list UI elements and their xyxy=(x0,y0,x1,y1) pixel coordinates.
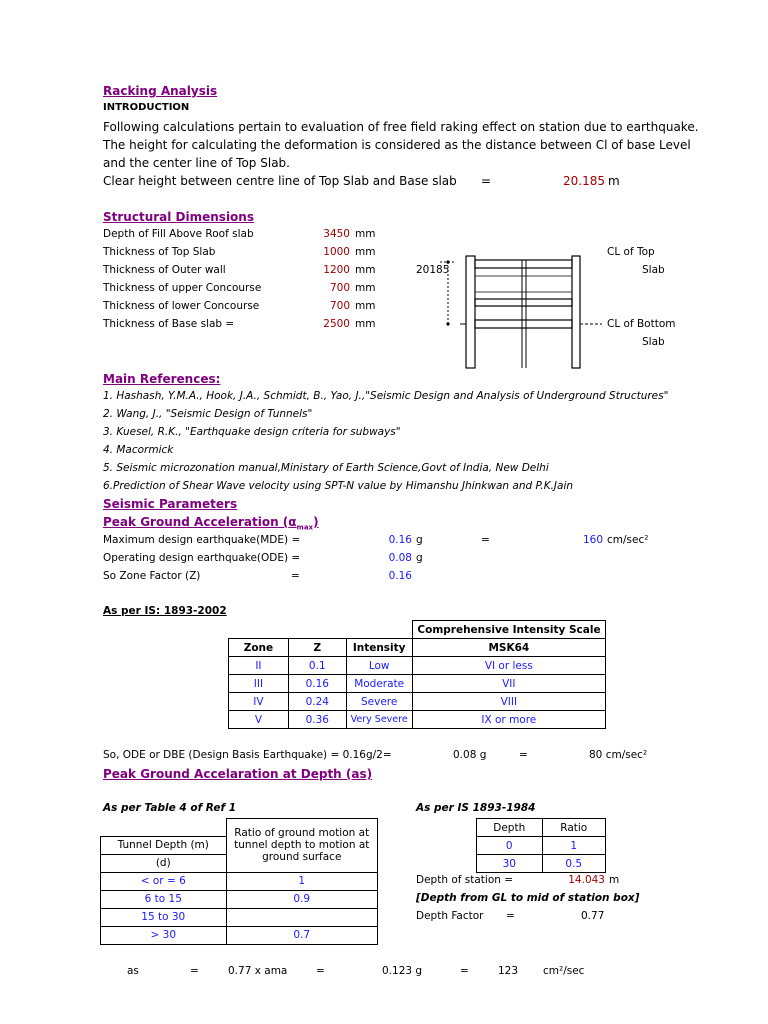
dim-value: 1200 xyxy=(323,264,350,276)
reference-item: 4. Macormick xyxy=(103,444,174,456)
is-ratio-cell: 1 xyxy=(542,837,605,855)
pga-heading xyxy=(103,515,319,531)
clear-height-label: Clear height between centre line of Top Slab and Base slab xyxy=(103,174,457,188)
ratio-cell: 0.9 xyxy=(226,890,377,908)
pga-symbol: α xyxy=(288,515,297,529)
clear-height-unit: m xyxy=(608,174,620,188)
zone-table xyxy=(228,638,606,729)
dim-unit: mm xyxy=(355,282,376,294)
cl-top-label-2: Slab xyxy=(642,264,665,276)
d-header: (d) xyxy=(101,854,227,872)
dim-label: Depth of Fill Above Roof slab xyxy=(103,228,254,240)
ode-label: Operating design earthquake(ODE) = xyxy=(103,552,301,564)
reference-item: 2. Wang, J., "Seismic Design of Tunnels" xyxy=(103,408,313,420)
table-row xyxy=(101,926,378,944)
is-ratio-cell: 0.5 xyxy=(542,855,605,873)
is1984-table xyxy=(476,818,606,873)
intro-heading: INTRODUCTION xyxy=(103,102,190,113)
pga-sub: max xyxy=(296,523,314,532)
intro-line-3: and the center line of Top Slab. xyxy=(103,156,290,170)
zone-value: 0.16 xyxy=(388,570,412,582)
table-row xyxy=(229,711,606,729)
is-depth-cell: 0 xyxy=(477,837,543,855)
table-row xyxy=(101,890,378,908)
msk-cell: VI or less xyxy=(412,657,605,675)
z-cell: 0.36 xyxy=(288,711,346,729)
blank-cell xyxy=(101,819,227,837)
as-eq-1: = xyxy=(190,965,199,977)
mde-value: 0.16 xyxy=(388,534,412,546)
station-depth-label: Depth of station = xyxy=(416,874,514,886)
reference-item: 1. Hashash, Y.M.A., Hook, J.A., Schmidt, B., Yao, J.,"Seismic Design and Analysis of Underground Structures" xyxy=(103,390,669,402)
dim-unit: mm xyxy=(355,318,376,330)
is-col-ratio: Ratio xyxy=(542,819,605,837)
dbe-cm: 80 cm/sec² xyxy=(589,749,648,761)
ratio-cell xyxy=(226,908,377,926)
dim-label: Thickness of Outer wall xyxy=(103,264,226,276)
scale-header: Comprehensive Intensity Scale xyxy=(413,621,606,639)
as-eq-3: = xyxy=(460,965,469,977)
dim-label: Thickness of lower Concourse xyxy=(103,300,260,312)
depth-cell: > 30 xyxy=(101,926,227,944)
tunnel-depth-header: Tunnel Depth (m) xyxy=(101,836,227,854)
dim-label: Thickness of Top Slab xyxy=(103,246,216,258)
ode-unit: g xyxy=(416,552,423,564)
as-expr: 0.77 x ama xyxy=(228,965,288,977)
zone-cell: II xyxy=(229,657,289,675)
cl-bottom-label: CL of Bottom xyxy=(607,318,676,330)
table-row xyxy=(101,872,378,890)
depth-factor-label: Depth Factor xyxy=(416,910,484,922)
intensity-cell: Very Severe xyxy=(346,711,412,729)
ratio-header: Ratio of ground motion at tunnel depth to motion at ground surface xyxy=(226,819,377,873)
depth-factor-eq: = xyxy=(506,910,515,922)
pga-close: ) xyxy=(313,515,319,529)
dim-label: Thickness of Base slab = xyxy=(103,318,235,330)
table-row xyxy=(477,855,606,873)
ratio-cell: 0.7 xyxy=(226,926,377,944)
pga-heading-text: Peak Ground Acceleration ( xyxy=(103,515,289,529)
depth-note: [Depth from GL to mid of station box] xyxy=(416,892,640,904)
table-row xyxy=(229,693,606,711)
dim-unit: mm xyxy=(355,246,376,258)
is-depth-cell: 30 xyxy=(477,855,543,873)
depth-heading: Peak Ground Accelaration at Depth (as) xyxy=(103,767,373,781)
dbe-value: 0.08 g xyxy=(453,749,487,761)
structural-heading: Structural Dimensions xyxy=(103,210,254,224)
table-row xyxy=(101,908,378,926)
dim-value: 1000 xyxy=(323,246,350,258)
as-cm-unit: cm²/sec xyxy=(543,965,585,977)
zone-cell: III xyxy=(229,675,289,693)
as-eq-2: = xyxy=(316,965,325,977)
diagram-height-label: 20185 xyxy=(416,264,450,276)
col-msk: MSK64 xyxy=(412,639,605,657)
depth-cell: < or = 6 xyxy=(101,872,227,890)
clear-height-value: 20.185 xyxy=(563,174,605,188)
station-section-diagram xyxy=(440,250,610,370)
intro-line-2: The height for calculating the deformation is considered as the distance between Cl of base Level xyxy=(103,138,691,152)
dim-value: 3450 xyxy=(323,228,350,240)
is1893-heading: As per IS: 1893-2002 xyxy=(103,605,227,617)
reference-item: 3. Kuesel, R.K., "Earthquake design criteria for subways" xyxy=(103,426,401,438)
reference-item: 5. Seismic microzonation manual,Ministary of Earth Science,Govt of India, New Delhi xyxy=(103,462,549,474)
is-col-depth: Depth xyxy=(477,819,543,837)
station-depth-unit: m xyxy=(609,874,620,886)
dim-label: Thickness of upper Concourse xyxy=(103,282,262,294)
is1984-heading: As per IS 1893-1984 xyxy=(416,802,536,814)
z-cell: 0.1 xyxy=(288,657,346,675)
table-row xyxy=(229,657,606,675)
as-cm-value: 123 xyxy=(498,965,519,977)
col-zone: Zone xyxy=(229,639,289,657)
page-title: Racking Analysis xyxy=(103,84,218,98)
seismic-heading: Seismic Parameters xyxy=(103,497,238,511)
zone-cell: IV xyxy=(229,693,289,711)
msk-cell: VIII xyxy=(412,693,605,711)
as-label: as xyxy=(127,965,139,977)
dbe-eq: = xyxy=(519,749,528,761)
depth-cell: 15 to 30 xyxy=(101,908,227,926)
dbe-label: So, ODE or DBE (Design Basis Earthquake) = 0.16g/2= xyxy=(103,749,392,761)
depth-factor-value: 0.77 xyxy=(581,910,605,922)
ratio-cell: 1 xyxy=(226,872,377,890)
zone-eq: = xyxy=(291,570,300,582)
depth-ratio-table xyxy=(100,818,378,945)
cl-bottom-label-2: Slab xyxy=(642,336,665,348)
cl-top-label: CL of Top xyxy=(607,246,655,258)
mde-unit: g xyxy=(416,534,423,546)
ode-value: 0.08 xyxy=(388,552,412,564)
intensity-scale-header-table xyxy=(412,620,606,639)
dim-value: 700 xyxy=(329,282,350,294)
dim-unit: mm xyxy=(355,228,376,240)
col-z: Z xyxy=(288,639,346,657)
msk-cell: VII xyxy=(412,675,605,693)
msk-cell: IX or more xyxy=(412,711,605,729)
intro-line-1: Following calculations pertain to evaluation of free field raking effect on station due to earthquake. xyxy=(103,120,699,134)
zone-label: So Zone Factor (Z) xyxy=(103,570,201,582)
dim-value: 700 xyxy=(329,300,350,312)
intensity-cell: Moderate xyxy=(346,675,412,693)
z-cell: 0.16 xyxy=(288,675,346,693)
references-heading: Main References: xyxy=(103,372,221,386)
depth-cell: 6 to 15 xyxy=(101,890,227,908)
reference-item: 6.Prediction of Shear Wave velocity using SPT-N value by Himanshu Jhinkwan and P.K.Jain xyxy=(103,480,574,492)
dim-unit: mm xyxy=(355,300,376,312)
zone-cell: V xyxy=(229,711,289,729)
intensity-cell: Severe xyxy=(346,693,412,711)
col-intensity: Intensity xyxy=(346,639,412,657)
table-row xyxy=(229,675,606,693)
mde-cm-value: 160 xyxy=(582,534,603,546)
mde-eq: = xyxy=(481,534,490,546)
station-depth-value: 14.043 xyxy=(568,874,605,886)
as-value: 0.123 g xyxy=(382,965,423,977)
table-row xyxy=(477,837,606,855)
dim-unit: mm xyxy=(355,264,376,276)
table4-heading: As per Table 4 of Ref 1 xyxy=(103,802,237,814)
mde-cm-unit: cm/sec² xyxy=(607,534,649,546)
dim-value: 2500 xyxy=(323,318,350,330)
mde-label: Maximum design earthquake(MDE) = xyxy=(103,534,301,546)
intensity-cell: Low xyxy=(346,657,412,675)
clear-height-eq: = xyxy=(481,174,492,188)
z-cell: 0.24 xyxy=(288,693,346,711)
